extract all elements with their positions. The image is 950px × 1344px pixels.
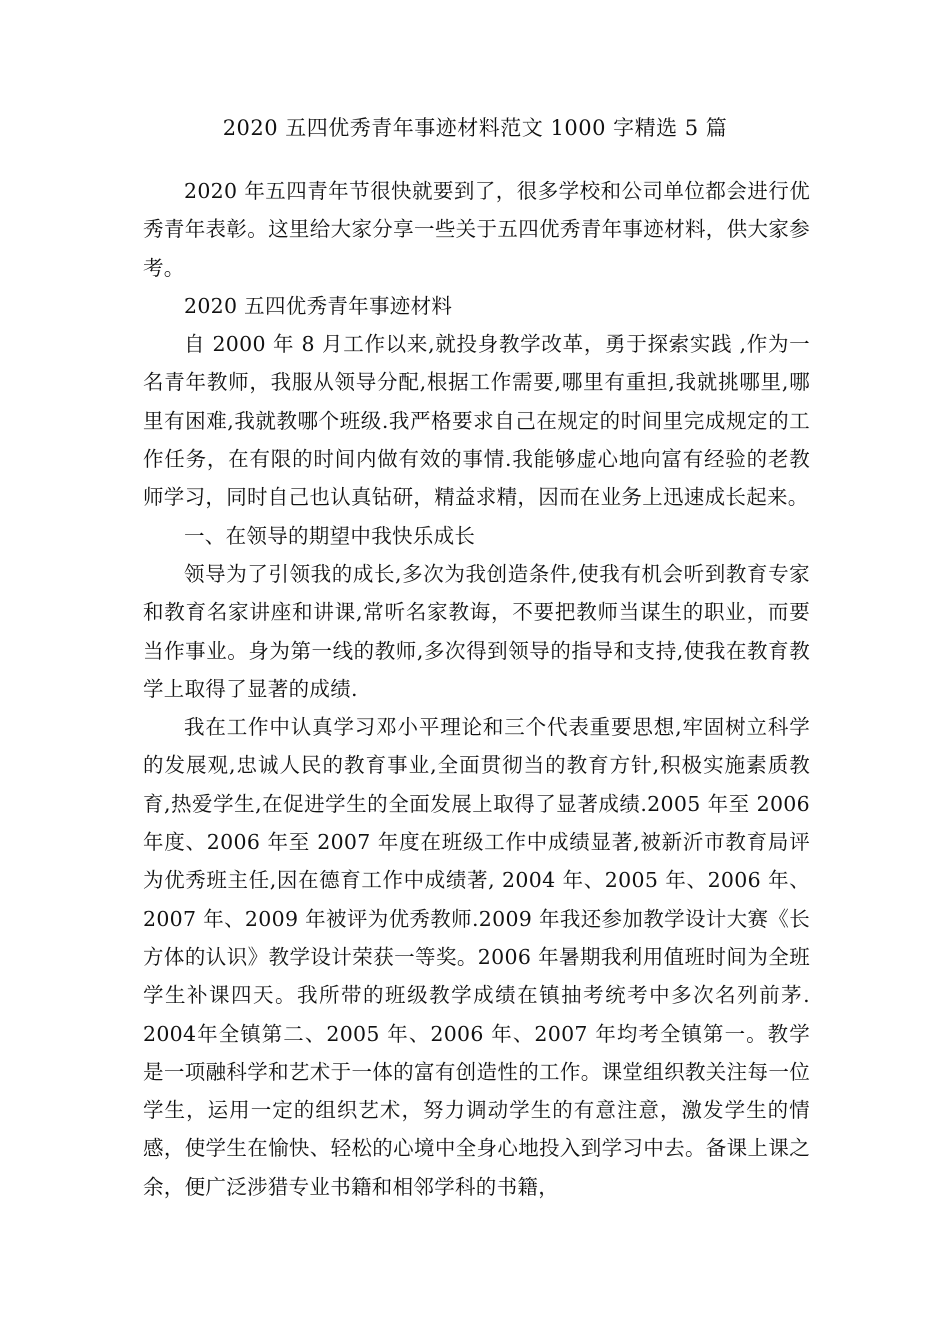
paragraph-intro: 2020 年五四青年节很快就要到了，很多学校和公司单位都会进行优秀青年表彰。这里给大家分享一些关于五四优秀青年事迹材料，供大家参考。 [143, 179, 810, 280]
paragraph-work-experience: 自 2000 年 8 月工作以来,就投身教学改革，勇于探索实践 ,作为一名青年教师，我服从领导分配,根据工作需要,哪里有重担,我就挑哪里,哪里有困难,我就教哪个班级.我严格要求自己在规定的时间里完成规定的工作任务，在有限的时间内做有效的事情.我能够虚心地向富有经验的老教师学习，同时自己也认真钻研，精益求精，因而在业务上迅速成长起来。 [143, 332, 810, 510]
paragraph-section-heading: 2020 五四优秀青年事迹材料 [184, 293, 453, 318]
paragraph-achievements: 我在工作中认真学习邓小平理论和三个代表重要思想,牢固树立科学的发展观,忠诚人民的教育事业,全面贯彻当的教育方针,积极实施素质教育,热爱学生,在促进学生的全面发展上取得了显著成绩.2005 年至 2006 年度、2006 年至 2007 年度在班级工作中成绩显著,被新沂市教育局评为优秀班主任,因在德育工作中成绩著, 2004 年、2005 年、2006 年、2007 年、2009 年被评为优秀教师.2009 年我还参加教学设计大赛《长方体的认识》教学设计荣获一等奖。2006 年暑期我利用值班时间为全班学生补课四天。我所带的班级教学成绩在镇抽考统考中多次名列前茅. 2004年全镇第二、2005 年、2006 年、2007 年均考全镇第一。教学是一项融科学和艺术于一体的富有创造性的工作。课堂组织教关注每一位学生，运用一定的组织艺术，努力调动学生的有意注意，激发学生的情感，使学生在愉快、轻松的心境中全身心地投入到学习中去。备课上课之余，便广泛涉猎专业书籍和相邻学科的书籍， [143, 715, 810, 1199]
document-title: 2020 五四优秀青年事迹材料范文 1000 字精选 5 篇 [222, 116, 728, 140]
paragraph-leadership: 领导为了引领我的成长,多次为我创造条件,使我有机会听到教育专家和教育名家讲座和讲课,常听名家教诲，不要把教师当谋生的职业，而要当作事业。身为第一线的教师,多次得到领导的指导和支持,使我在教育教学上取得了显著的成绩. [143, 561, 810, 701]
paragraph-subheading-leadership: 一、在领导的期望中我快乐成长 [184, 523, 476, 548]
document-body [143, 172, 810, 1206]
